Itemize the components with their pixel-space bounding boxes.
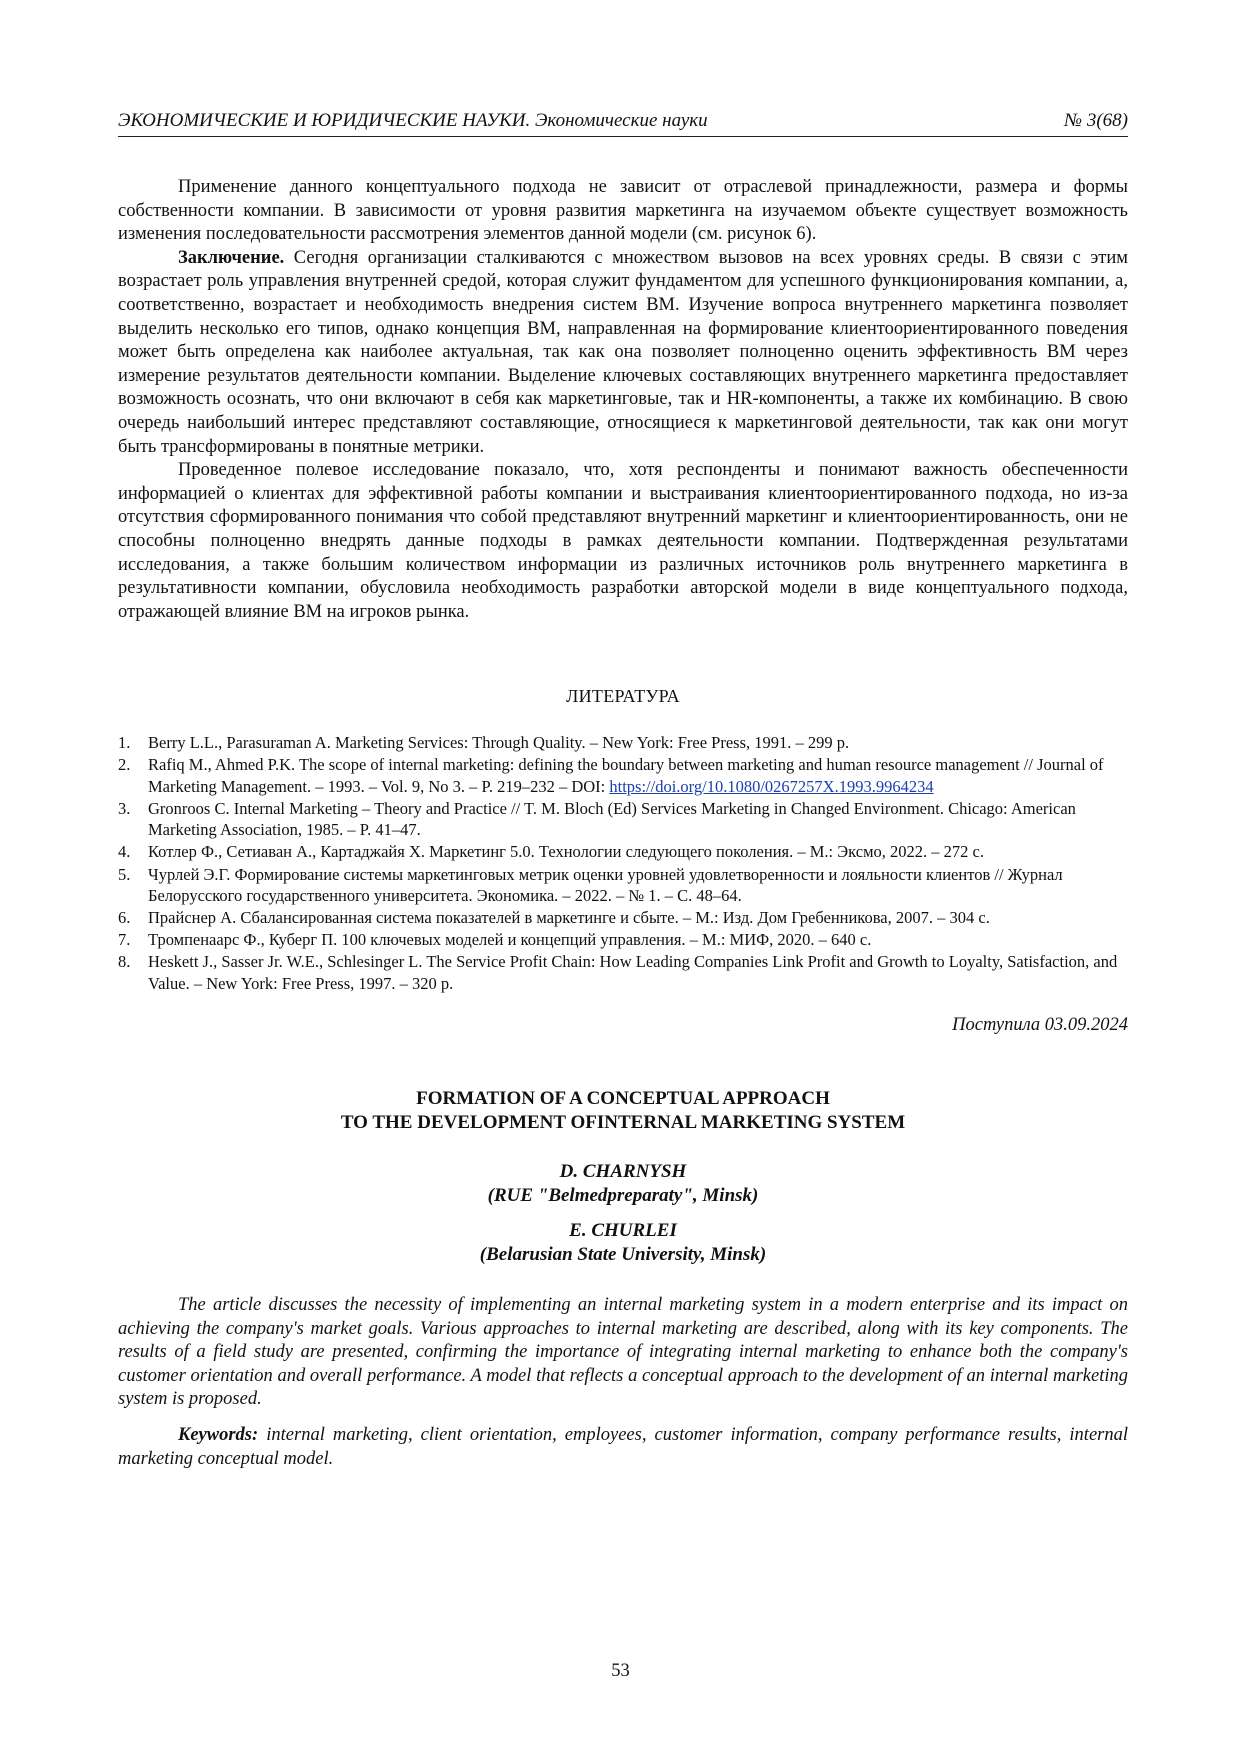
reference-item: 1. Berry L.L., Parasuraman A. Marketing Services: Through Quality. – New York: Free Press, 1991. – 299 p.: [118, 733, 850, 752]
author-name: E. CHURLEI: [569, 1220, 677, 1241]
running-header: [118, 108, 1128, 137]
page-number: 53: [611, 1661, 630, 1681]
references-list: [118, 732, 1128, 995]
received-date: Поступила 03.09.2024: [952, 1015, 1128, 1035]
author-affiliation: (RUE "Belmedpreparaty", Minsk): [487, 1185, 759, 1206]
author-block: [118, 1160, 1128, 1208]
reference-item: 8. Heskett J., Sasser Jr. W.E., Schlesinger L. The Service Profit Chain: How Leading Companies Link Profit and Growth to Loyalty, Satisfaction, and Value. – New York: Free Press, 1997. – 320 p.: [118, 952, 1118, 994]
english-title: [118, 1087, 1128, 1135]
reference-item: 4. Котлер Ф., Сетиаван А., Картаджайя Х. Маркетинг 5.0. Технологии следующего поколения. – М.: Эксмо, 2022. – 272 с.: [118, 842, 984, 862]
references-heading: ЛИТЕРАТУРА: [566, 686, 680, 706]
doi-link[interactable]: https://doi.org/10.1080/0267257X.1993.9964234: [609, 776, 934, 796]
author-block: [118, 1219, 1128, 1267]
english-abstract: The article discusses the necessity of implementing an internal marketing system in a modern enterprise and its impact on achieving the company's market goals. Various approaches to internal marketing are described, along with its key components. The results of a field study are presented, confirming the importance of integrating internal marketing to enhance both the company's customer orientation and overall performance. A model that reflects a conceptual approach to the development of an internal marketing system is proposed.: [118, 1295, 1128, 1410]
conclusion-paragraph: [118, 247, 1128, 459]
body-paragraph: Проведенное полевое исследование показало, что, хотя респонденты и понимают важность обеспеченности информацией о клиентах для эффективной работы компании и выстраивания клиентоориентированного подхода, но из-за отсутствия сформированного понимания что собой представляют внутренний маркетинг и клиентоориентированность, они не способны полноценно внедрять данные подходы в рамках деятельности компании. Подтвержденная результатами исследования, а также большим количеством информации из различных источников роль внутреннего маркетинга в результативности компании, обусловила необходимость разработки авторской модели в виде концептуального подхода, отражающей влияние ВМ на игроков рынка.: [118, 460, 1128, 622]
author-name: D. CHARNYSH: [559, 1161, 687, 1182]
reference-item: 2. Rafiq M., Ahmed P.K. The scope of internal marketing: defining the boundary between marketing and human resource management // Journal of Marketing Management. – 1993. – Vol. 9, No 3. – P. 219–232 – DOI: https://doi.org/10.1080/0267257X.1993.9964234: [118, 755, 1104, 796]
body-paragraph: Применение данного концептуального подхода не зависит от отраслевой принадлежности, размера и формы собственности компании. В зависимости от уровня развития маркетинга на изучаемом объекте существует возможность изменения последовательности рассмотрения элементов данной модели (см. рисунок 6).: [118, 177, 1128, 245]
main-body: [118, 176, 1128, 624]
conclusion-text: Сегодня организации сталкиваются с множеством вызовов на всех уровнях среды. В связи с этим возрастает роль управления внутренней средой, которая служит фундаментом для успешного функционирования компании, а, соответственно, возрастает и необходимость внедрения систем ВМ. Изучение вопроса внутреннего маркетинга позволяет выделить несколько его типов, однако концепция ВМ, направленная на формирование клиентоориентированного поведения может быть определена как наиболее актуальная, так как она позволяет полноценно оценить эффективность ВМ через измерение результатов деятельности компании. Выделение ключевых составляющих внутреннего маркетинга предоставляет возможность осознать, что они включают в себя как маркетинговые, так и HR-компоненты, а также их комбинацию. В свою очередь наибольший интерес представляют составляющие, относящиеся к маркетинговой деятельности, так как они могут быть трансформированы в понятные метрики.: [118, 247, 1128, 457]
reference-item: 5. Чурлей Э.Г. Формирование системы маркетинговых метрик оценки уровней удовлетворенности и лояльности клиентов // Журнал Белорусского государственного университета. Экономика. – 2022. – № 1. – С. 48–64.: [118, 864, 1063, 906]
author-affiliation: (Belarusian State University, Minsk): [479, 1244, 767, 1265]
keywords: [118, 1424, 1128, 1471]
conclusion-heading: Заключение.: [178, 247, 285, 268]
reference-item: 3. Gronroos C. Internal Marketing – Theory and Practice // T. M. Bloch (Ed) Services Marketing in Changed Environment. Chicago: American Marketing Association, 1985. – P. 41–47.: [118, 798, 1076, 840]
issue-number: № 3(68): [1064, 110, 1128, 131]
english-title-line: TO THE DEVELOPMENT OFINTERNAL MARKETING SYSTEM: [340, 1112, 906, 1133]
english-title-line: FORMATION OF A CONCEPTUAL APPROACH: [416, 1088, 830, 1109]
keywords-label: Keywords:: [178, 1425, 259, 1445]
reference-item: 6. Прайснер А. Сбалансированная система показателей в маркетинге и сбыте. – М.: Изд. Дом Гребенникова, 2007. – 304 с.: [118, 908, 990, 928]
keywords-text: internal marketing, client orientation, employees, customer information, company performance results, internal marketing conceptual model.: [118, 1425, 1128, 1469]
reference-item: 7. Тромпенаарс Ф., Куберг П. 100 ключевых моделей и концепций управления. – М.: МИФ, 2020. – 640 с.: [118, 930, 872, 950]
journal-title: ЭКОНОМИЧЕСКИЕ И ЮРИДИЧЕСКИЕ НАУКИ. Экономические науки: [118, 110, 708, 131]
